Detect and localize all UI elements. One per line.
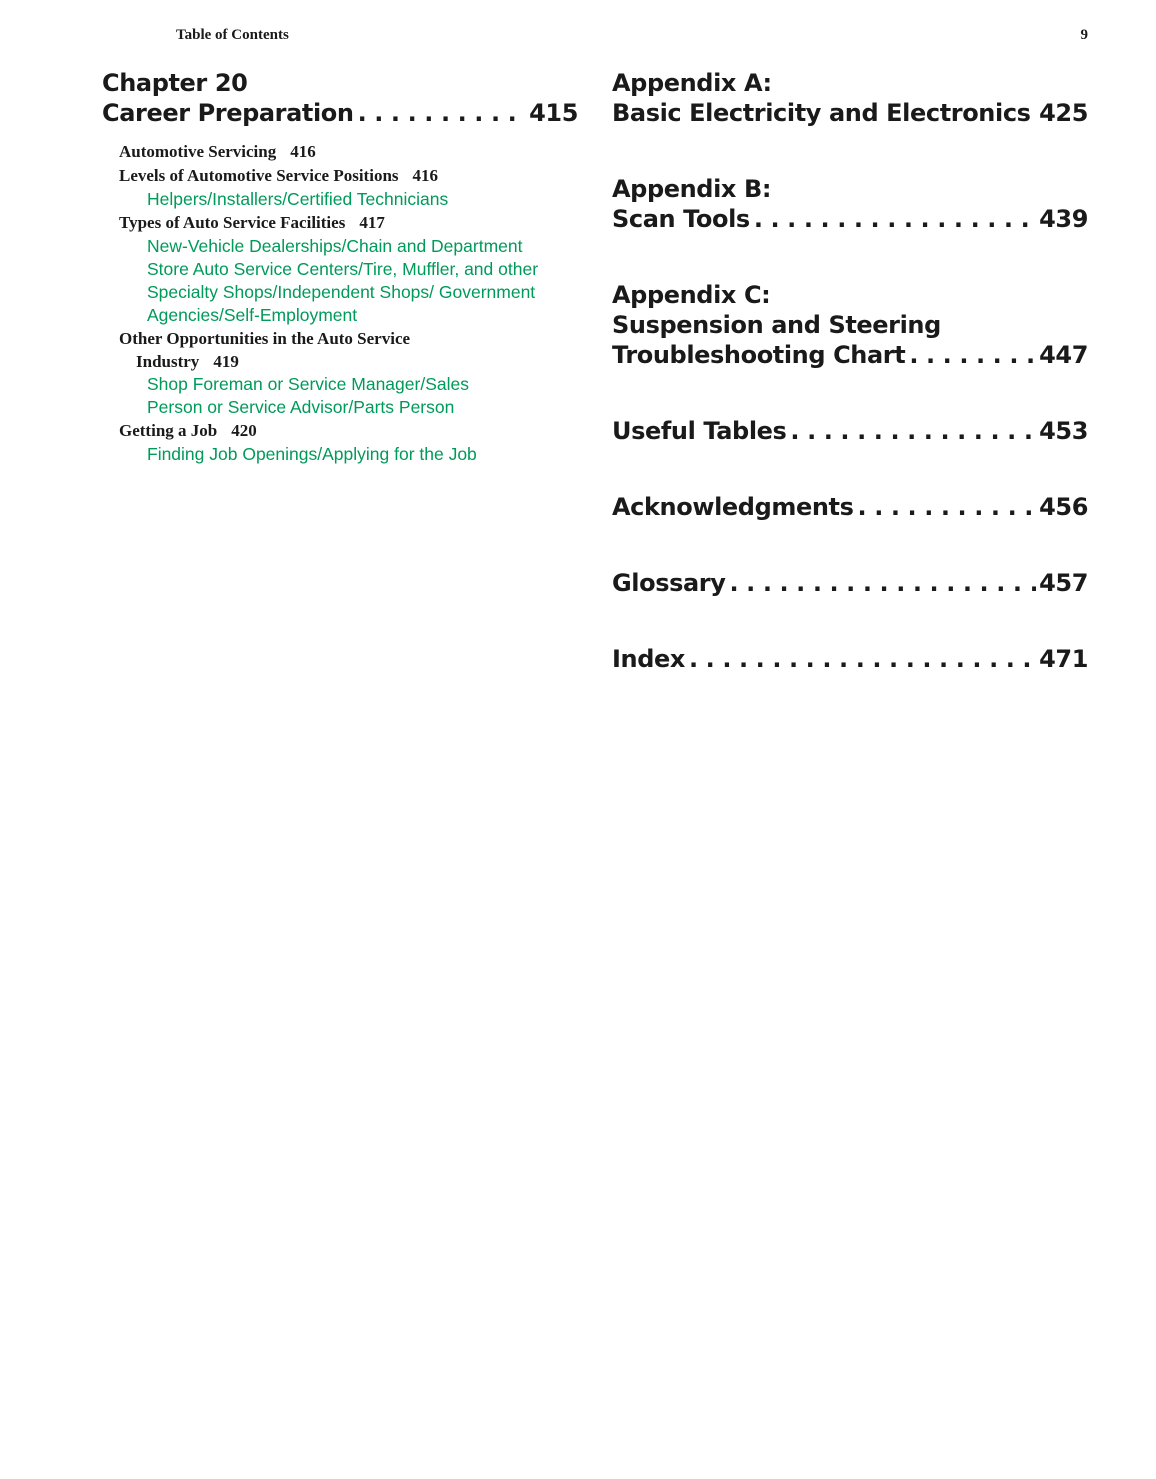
- entry-title: Basic Electricity and Electronics: [612, 99, 1031, 127]
- entry-page: 439: [1039, 205, 1088, 233]
- entry-title-line: [612, 98, 1088, 128]
- entry-line: Appendix C:: [612, 281, 771, 309]
- dot-leader: [1035, 98, 1037, 128]
- entry-title: Glossary: [612, 569, 726, 597]
- dot-leader: [754, 204, 1036, 234]
- section-topics: Shop Foreman or Service Manager/Sales Person or Service Advisor/Parts Person: [147, 374, 469, 417]
- entry-title: Scan Tools: [612, 205, 750, 233]
- entry-title-line: [612, 644, 1088, 674]
- section-entry[interactable]: [119, 140, 578, 164]
- section-page: 417: [359, 213, 385, 232]
- dot-leader: [729, 568, 1036, 598]
- entry-title-line: [612, 492, 1088, 522]
- entry-page: 456: [1039, 493, 1088, 521]
- section-entry[interactable]: [119, 327, 496, 373]
- page-number: 9: [1080, 27, 1088, 43]
- entry-title-line: [612, 204, 1088, 234]
- entry-page: 453: [1039, 417, 1088, 445]
- section-topics: New-Vehicle Dealerships/Chain and Department Store Auto Service Centers/Tire, Muffler, and other Specialty Shops/Independent Shops/ Government Agencies/Self-Employment: [147, 236, 539, 325]
- appendix-c-entry[interactable]: [612, 280, 1088, 370]
- section-list: [102, 140, 578, 466]
- back-matter-column: [612, 68, 1088, 720]
- entry-page: 471: [1039, 645, 1088, 673]
- chapter-column: [102, 68, 578, 466]
- entry-title-line: [612, 416, 1088, 446]
- section-topics: Helpers/Installers/Certified Technicians: [147, 189, 449, 209]
- entry-line: Suspension and Steering: [612, 311, 941, 339]
- entry-title-line: [612, 568, 1088, 598]
- appendix-b-entry[interactable]: [612, 174, 1088, 234]
- dot-leader: [358, 98, 527, 128]
- useful-tables-entry[interactable]: [612, 416, 1088, 446]
- dot-leader: [909, 340, 1036, 370]
- dot-leader: [790, 416, 1036, 446]
- acknowledgments-entry[interactable]: [612, 492, 1088, 522]
- section-page: 420: [231, 421, 257, 440]
- dot-leader: [858, 492, 1037, 522]
- section-page: 416: [412, 166, 439, 185]
- section-topics: Finding Job Openings/Applying for the Job: [147, 444, 477, 464]
- section-title: Levels of Automotive Service Positions: [119, 166, 399, 185]
- entry-title: Index: [612, 645, 685, 673]
- chapter-title: Career Preparation: [102, 99, 354, 127]
- section-entry[interactable]: [119, 164, 578, 188]
- index-entry[interactable]: [612, 644, 1088, 674]
- entry-line: Appendix A:: [612, 69, 772, 97]
- running-head: Table of Contents: [176, 27, 289, 43]
- entry-title-line: [612, 340, 1088, 370]
- section-entry[interactable]: [119, 419, 578, 443]
- section-title: Automotive Servicing: [119, 142, 277, 161]
- entry-page: 447: [1039, 341, 1088, 369]
- entry-title: Acknowledgments: [612, 493, 854, 521]
- chapter-page: 415: [529, 99, 578, 127]
- section-title: Other Opportunities in the Auto Service Industry: [119, 329, 411, 371]
- entry-title: Troubleshooting Chart: [612, 341, 906, 369]
- entry-title: Useful Tables: [612, 417, 787, 445]
- chapter-title-line[interactable]: [102, 98, 578, 128]
- section-page: 416: [290, 142, 316, 161]
- entry-page: 457: [1039, 569, 1088, 597]
- section-title: Getting a Job: [119, 421, 218, 440]
- section-entry[interactable]: [119, 211, 578, 235]
- chapter-heading: [102, 68, 578, 128]
- glossary-entry[interactable]: [612, 568, 1088, 598]
- dot-leader: [689, 644, 1036, 674]
- entry-page: 425: [1039, 99, 1088, 127]
- entry-line: Appendix B:: [612, 175, 772, 203]
- chapter-label: Chapter 20: [102, 69, 248, 97]
- section-page: 419: [213, 352, 239, 371]
- section-title: Types of Auto Service Facilities: [119, 213, 346, 232]
- appendix-a-entry[interactable]: [612, 68, 1088, 128]
